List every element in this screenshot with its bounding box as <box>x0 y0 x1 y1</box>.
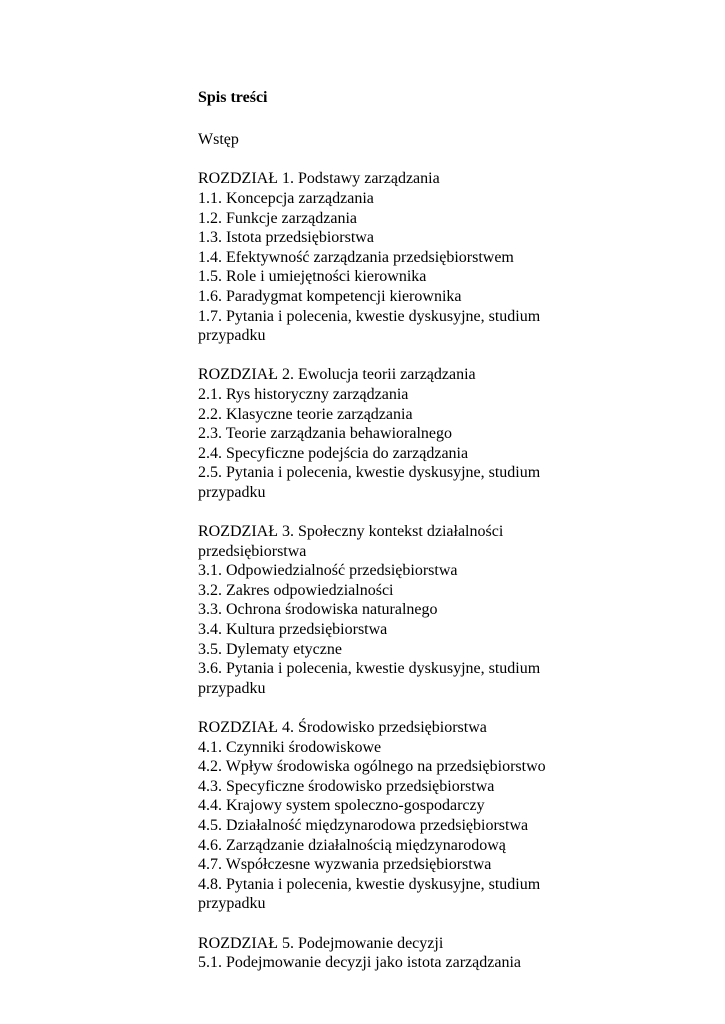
toc-intro: Wstęp <box>198 131 239 149</box>
toc-item: 3.2. Zakres odpowiedzialności <box>198 581 394 599</box>
toc-item: 4.1. Czynniki środowiskowe <box>198 738 382 756</box>
toc-item: 1.2. Funkcje zarządzania <box>198 209 358 227</box>
toc-item: 1.7. Pytania i polecenia, kwestie dyskusyjne, studium przypadku <box>198 307 541 345</box>
toc-item: 5.1. Podejmowanie decyzji jako istota zarządzania <box>198 954 521 972</box>
toc-item: 3.3. Ochrona środowiska naturalnego <box>198 601 438 619</box>
chapter-5 <box>198 934 598 973</box>
toc-item: 1.6. Paradygmat kompetencji kierownika <box>198 287 462 305</box>
toc-item: 1.3. Istota przedsiębiorstwa <box>198 229 374 247</box>
toc-item: 2.2. Klasyczne teorie zarządzania <box>198 405 413 423</box>
table-of-contents <box>198 86 598 973</box>
toc-item: 3.5. Dylematy etyczne <box>198 640 342 658</box>
toc-item: 2.5. Pytania i polecenia, kwestie dyskusyjne, studium przypadku <box>198 464 541 501</box>
toc-item: 2.3. Teorie zarządzania behawioralnego <box>198 425 453 443</box>
chapter-heading: ROZDZIAŁ 5. Podejmowanie decyzji <box>198 934 444 952</box>
toc-item: 3.1. Odpowiedzialność przedsiębiorstwa <box>198 562 458 580</box>
chapter-2 <box>198 365 598 502</box>
toc-item: 4.2. Wpływ środowiska ogólnego na przedsiębiorstwo <box>198 758 546 776</box>
chapter-3 <box>198 522 598 698</box>
toc-item: 1.1. Koncepcja zarządzania <box>198 189 374 207</box>
toc-item: 4.8. Pytania i polecenia, kwestie dyskusyjne, studium przypadku <box>198 875 541 913</box>
toc-title: Spis treści <box>198 89 268 106</box>
chapter-4 <box>198 718 598 914</box>
toc-item: 1.4. Efektywność zarządzania przedsiębiorstwem <box>198 248 514 266</box>
toc-item: 2.1. Rys historyczny zarządzania <box>198 385 409 403</box>
toc-item: 3.4. Kultura przedsiębiorstwa <box>198 621 388 639</box>
toc-item: 4.7. Współczesne wyzwania przedsiębiorstwa <box>198 856 492 874</box>
toc-item: 4.6. Zarządzanie działalnością międzynarodową <box>198 836 506 854</box>
toc-item: 2.4. Specyficzne podejścia do zarządzania <box>198 444 469 462</box>
toc-item: 4.3. Specyficzne środowisko przedsiębiorstwa <box>198 777 495 795</box>
toc-item: 4.4. Krajowy system spoleczno-gospodarczy <box>198 797 485 815</box>
toc-item: 4.5. Działalność międzynarodowa przedsiębiorstwa <box>198 816 529 834</box>
chapter-1 <box>198 169 598 345</box>
chapter-heading: ROZDZIAŁ 3. Społeczny kontekst działalności przedsiębiorstwa <box>198 523 504 560</box>
toc-item: 3.6. Pytania i polecenia, kwestie dyskusyjne, studium przypadku <box>198 660 541 697</box>
toc-item: 1.5. Role i umiejętności kierownika <box>198 268 427 286</box>
chapter-heading: ROZDZIAŁ 2. Ewolucja teorii zarządzania <box>198 366 476 384</box>
chapter-heading: ROZDZIAŁ 4. Środowisko przedsiębiorstwa <box>198 719 487 736</box>
chapter-heading: ROZDZIAŁ 1. Podstawy zarządzania <box>198 170 440 188</box>
